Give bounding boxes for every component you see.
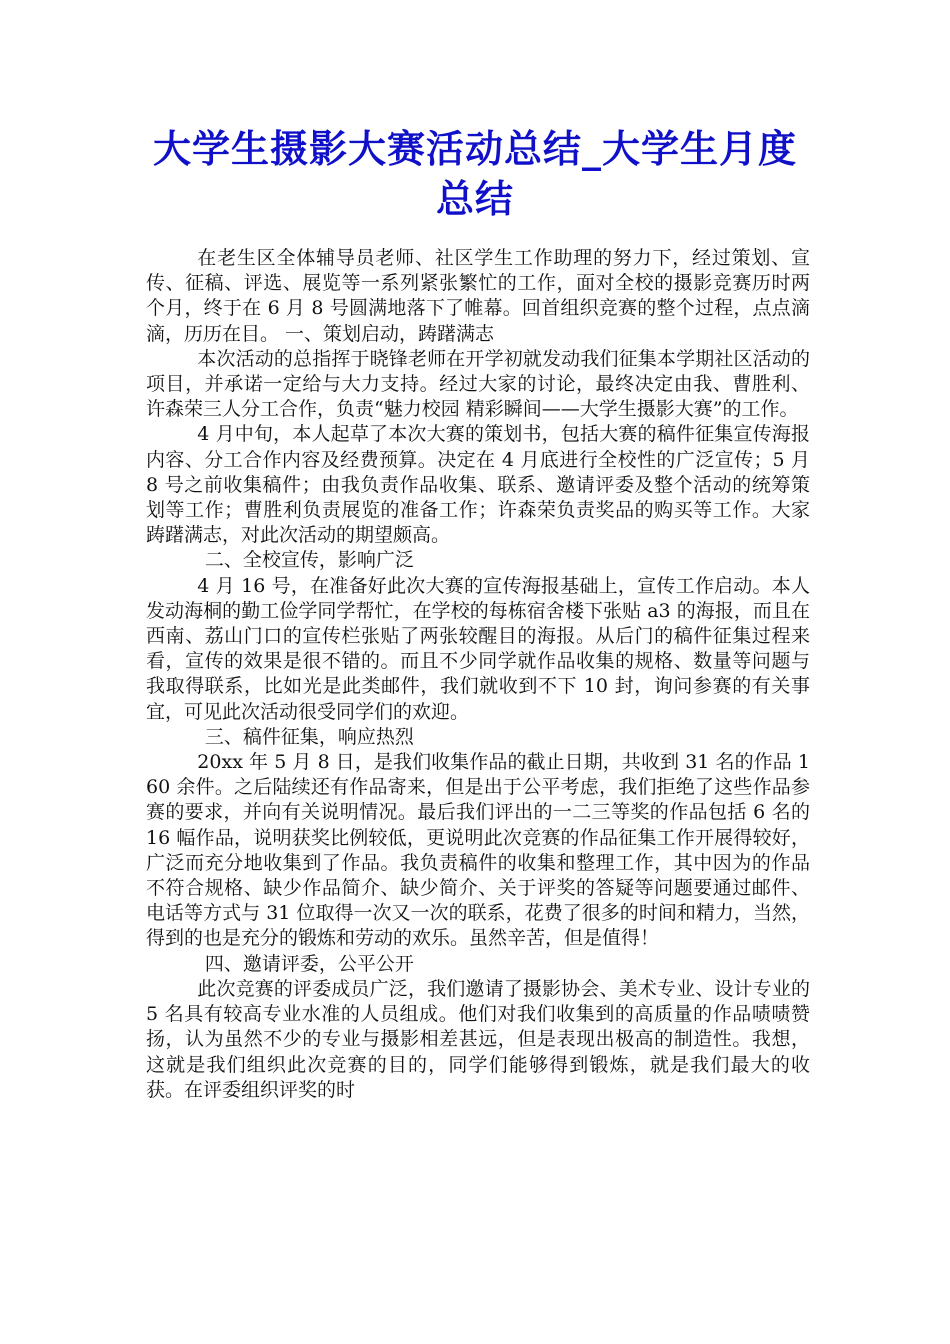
paragraph-submissions: 20xx 年 5 月 8 日，是我们收集作品的截止日期，共收到 31 名的作品 160 余件。之后陆续还有作品寄来，但是出于公平考虑，我们拒绝了这些作品参赛的要求，并向有关说明情况。最后我们评出的一二三等奖的作品包括 6 名的 16 幅作品，说明获奖比例较低，更说明此次竞赛的作品征集工作开展得较好，广泛而充分地收集到了作品。我负责稿件的收集和整理工作，其中因为的作品不符合规格、缺少作品简介、缺少简介、关于评奖的答疑等问题要通过邮件、电话等方式与 31 位取得一次又一次的联系，花费了很多的时间和精力，当然，得到的也是充分的锻炼和劳动的欢乐。虽然辛苦，但是值得！ bbox=[146, 751, 810, 950]
section-heading-submissions: 三、稿件征集，响应热烈 bbox=[204, 725, 414, 748]
paragraph-intro: 在老生区全体辅导员老师、社区学生工作助理的努力下，经过策划、宣传、征稿、评选、展览等一系列紧张繁忙的工作，面对全校的摄影竞赛历时两个月，终于在 6 月 8 号圆满地落下了帷幕。回首组织竞赛的整个过程，点点滴滴，历历在目。 一、策划启动，踌躇满志 bbox=[146, 247, 810, 345]
paragraph-proposal: 4 月中旬，本人起草了本次大赛的策划书，包括大赛的稿件征集宣传海报内容、分工合作内容及经费预算。决定在 4 月底进行全校性的广泛宣传；5 月 8 号之前收集稿件；由我负责作品收集、联系、邀请评委及整个活动的统筹策划等工作；曹胜利负责展览的准备工作；许森荣负责奖品的购买等工作。大家踌躇满志，对此次活动的期望颇高。 bbox=[146, 423, 810, 547]
section-heading-publicity: 二、全校宣传，影响广泛 bbox=[204, 549, 414, 572]
document-body bbox=[146, 246, 810, 1103]
paragraph-judges: 此次竞赛的评委成员广泛，我们邀请了摄影协会、美术专业、设计专业的 5 名具有较高专业水准的人员组成。他们对我们收集到的高质量的作品啧啧赞扬，认为虽然不少的专业与摄影相差甚远，但是表现出极高的制造性。我想，这就是我们组织此次竞赛的目的，同学们能够得到锻炼，就是我们最大的收获。在评委组织评奖的时 bbox=[146, 977, 810, 1101]
paragraph-publicity: 4 月 16 号，在准备好此次大赛的宣传海报基础上，宣传工作启动。本人发动海桐的勤工俭学同学帮忙，在学校的每栋宿舍楼下张贴 a3 的海报，而且在西南、荔山门口的宣传栏张贴了两张较醒目的海报。从后门的稿件征集过程来看，宣传的效果是很不错的。而且不少同学就作品收集的规格、数量等问题与我取得联系，比如光是此类邮件，我们就收到不下 10 封，询问参赛的有关事宜，可见此次活动很受同学们的欢迎。 bbox=[146, 574, 810, 723]
document-title: 大学生摄影大赛活动总结_大学生月度总结 bbox=[152, 127, 797, 221]
paragraph-planning: 本次活动的总指挥于晓锋老师在开学初就发动我们征集本学期社区活动的项目，并承诺一定给与大力支持。经过大家的讨论，最终决定由我、曹胜利、许森荣三人分工合作，负责“魅力校园 精彩瞬间——大学生摄影大赛”的工作。 bbox=[146, 347, 810, 421]
section-heading-judges: 四、邀请评委，公平公开 bbox=[204, 952, 414, 975]
